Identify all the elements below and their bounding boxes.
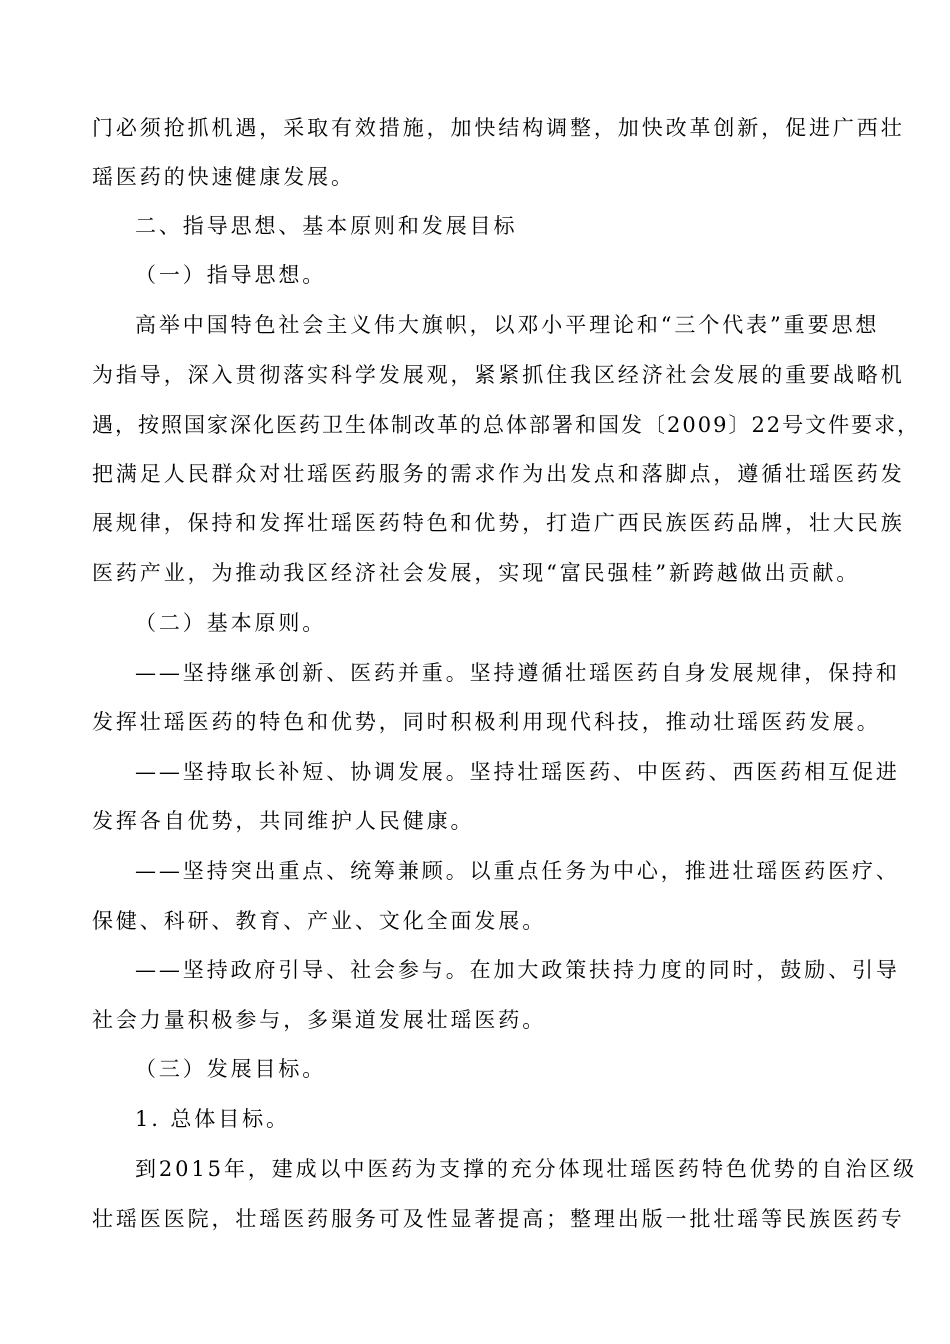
- text-line: 发挥各自优势，共同维护人民健康。: [92, 809, 475, 833]
- text-line: 壮瑶医医院，壮瑶医药服务可及性显著提高；整理出版一批壮瑶等民族医药专: [92, 1207, 905, 1231]
- subsection-heading: （一）指导思想。: [135, 263, 327, 287]
- text-line: 医药产业，为推动我区经济社会发展，实现“富民强桂”新跨越做出贡献。: [92, 561, 861, 585]
- text-line: 保健、科研、教育、产业、文化全面发展。: [92, 909, 547, 933]
- subsection-heading: （三）发展目标。: [135, 1057, 327, 1081]
- text-line: 遇，按照国家深化医药卫生体制改革的总体部署和国发〔2009〕22号文件要求，: [92, 413, 921, 437]
- numbered-heading: 1. 总体目标。: [135, 1107, 290, 1131]
- text-line: 高举中国特色社会主义伟大旗帜，以邓小平理论和“三个代表”重要思想: [135, 313, 880, 337]
- text-line: 发挥壮瑶医药的特色和优势，同时积极利用现代科技，推动壮瑶医药发展。: [92, 710, 881, 734]
- section-heading: 二、指导思想、基本原则和发展目标: [135, 214, 518, 238]
- text-line: 到2015年，建成以中医药为支撑的充分体现壮瑶医药特色优势的自治区级: [135, 1157, 918, 1181]
- text-line: 为指导，深入贯彻落实科学发展观，紧紧抓住我区经济社会发展的重要战略机: [92, 363, 905, 387]
- text-line: ——坚持突出重点、统筹兼顾。以重点任务为中心，推进壮瑶医药医疗、: [135, 859, 900, 883]
- text-line: 门必须抢抓机遇，采取有效措施，加快结构调整，加快改革创新，促进广西壮: [92, 116, 905, 140]
- text-line: 社会力量积极参与，多渠道发展壮瑶医药。: [92, 1008, 547, 1032]
- text-line: 瑶医药的快速健康发展。: [92, 165, 355, 189]
- text-line: ——坚持取长补短、协调发展。坚持壮瑶医药、中医药、西医药相互促进: [135, 760, 900, 784]
- text-line: ——坚持继承创新、医药并重。坚持遵循壮瑶医药自身发展规律，保持和: [135, 661, 900, 685]
- text-line: 把满足人民群众对壮瑶医药服务的需求作为出发点和落脚点，遵循壮瑶医药发: [92, 462, 905, 486]
- subsection-heading: （二）基本原则。: [135, 611, 327, 635]
- text-line: ——坚持政府引导、社会参与。在加大政策扶持力度的同时，鼓励、引导: [135, 958, 900, 982]
- text-line: 展规律，保持和发挥壮瑶医药特色和优势，打造广西民族医药品牌，壮大民族: [92, 511, 905, 535]
